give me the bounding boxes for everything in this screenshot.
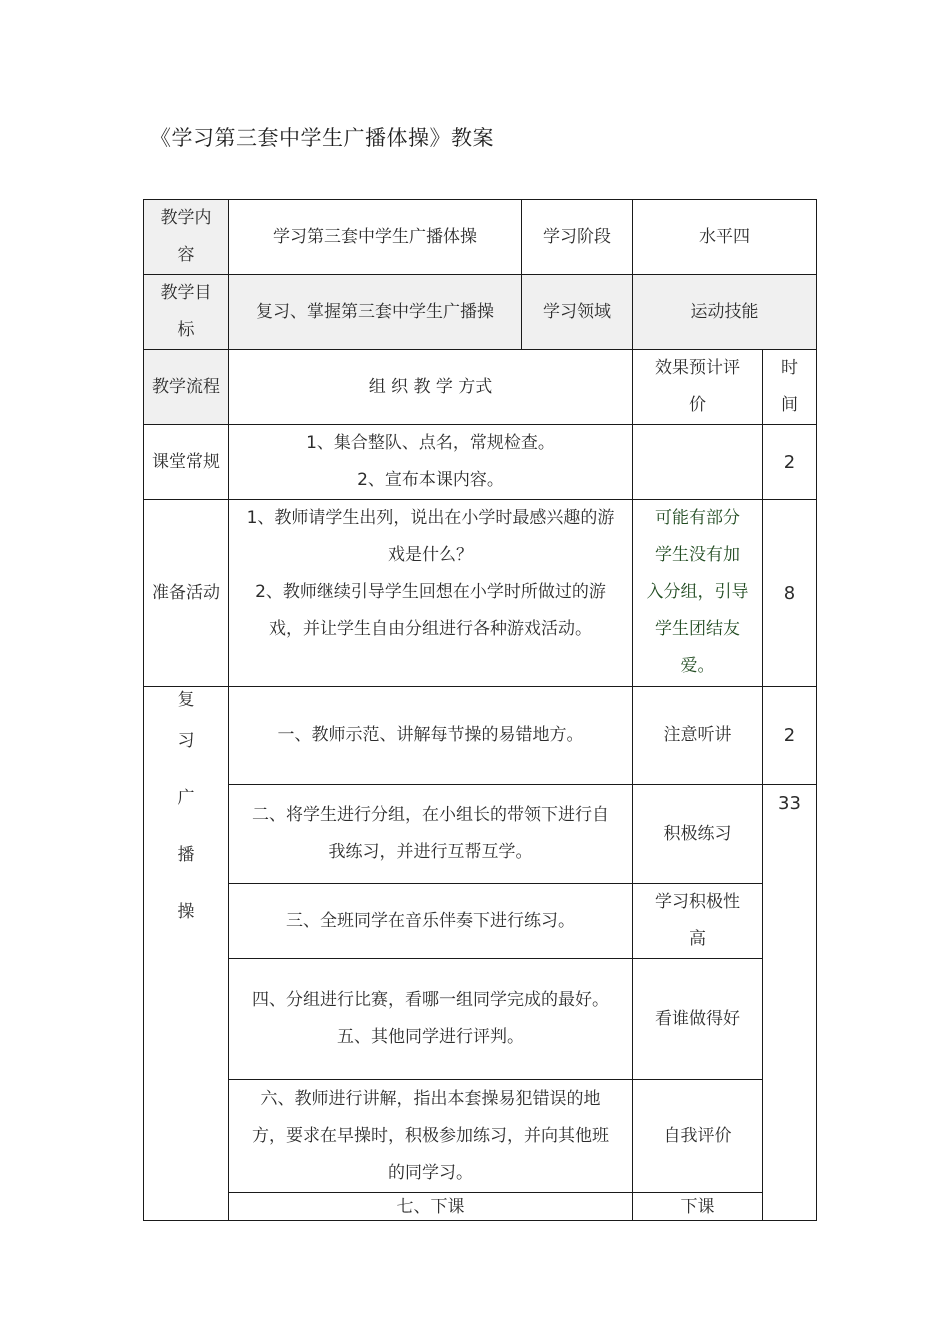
step2-effect-cell: 积极练习 [633, 785, 763, 884]
step4-line2: 五、其他同学进行评判。 [337, 1027, 524, 1047]
step7-effect-cell: 下课 [633, 1193, 763, 1221]
content-label-cell [144, 200, 229, 275]
page-title: 《学习第三套中学生广播体操》教案 [150, 126, 494, 150]
table-row [144, 884, 817, 959]
effect-header-line1: 效果预计评 [655, 358, 740, 378]
table-row [144, 425, 817, 500]
step7-cell: 七、下课 [229, 1193, 633, 1221]
prep-effect-line1: 可能有部分 [655, 508, 740, 528]
time-header-line2: 间 [781, 395, 798, 415]
step6-cell [229, 1080, 633, 1193]
prep-effect-line5: 爱。 [680, 656, 715, 676]
review-label-char: 播 [177, 845, 195, 865]
process-header-cell: 教学流程 [144, 350, 229, 425]
goal-label-cell [144, 275, 229, 350]
review-label-char: 习 [177, 731, 195, 751]
stage-label-cell: 学习阶段 [522, 200, 633, 275]
step2-time-cell: 33 [763, 785, 817, 1221]
review-label-char: 广 [177, 788, 195, 808]
effect-header-cell [633, 350, 763, 425]
content-label-line1: 教学内 [160, 208, 212, 228]
step3-cell: 三、全班同学在音乐伴奏下进行练习。 [229, 884, 633, 959]
prep-line4: 戏，并让学生自由分组进行各种游戏活动。 [269, 619, 592, 639]
prep-time-cell: 8 [763, 500, 817, 687]
review-label-char: 操 [177, 902, 195, 922]
table-row [144, 1193, 817, 1221]
prep-label-cell: 准备活动 [144, 500, 229, 687]
step4-effect-cell: 看谁做得好 [633, 959, 763, 1080]
step2-line1: 二、将学生进行分组，在小组长的带领下进行自 [252, 805, 609, 825]
step1-effect-cell: 注意听讲 [633, 687, 763, 785]
step4-cell [229, 959, 633, 1080]
prep-effect-line2: 学生没有加 [655, 545, 740, 565]
table-row [144, 687, 817, 785]
stage-value-cell: 水平四 [633, 200, 817, 275]
domain-label-cell: 学习领域 [522, 275, 633, 350]
routine-time-cell: 2 [763, 425, 817, 500]
time-header-cell [763, 350, 817, 425]
step2-cell [229, 785, 633, 884]
routine-label-cell: 课堂常规 [144, 425, 229, 500]
goal-value-cell: 复习、掌握第三套中学生广播操 [229, 275, 522, 350]
table-row [144, 1080, 817, 1193]
prep-effect-cell [633, 500, 763, 687]
step6-effect-cell: 自我评价 [633, 1080, 763, 1193]
time-header-line1: 时 [781, 358, 798, 378]
prep-effect-line3: 入分组，引导 [646, 582, 749, 602]
step4-line1: 四、分组进行比赛，看哪一组同学完成的最好。 [252, 990, 609, 1010]
step3-effect-cell [633, 884, 763, 959]
step1-cell: 一、教师示范、讲解每节操的易错地方。 [229, 687, 633, 785]
method-header-cell: 组 织 教 学 方式 [229, 350, 633, 425]
content-value-cell: 学习第三套中学生广播体操 [229, 200, 522, 275]
routine-line2: 2、宣布本课内容。 [357, 470, 504, 490]
prep-method-cell [229, 500, 633, 687]
step2-line2: 我练习，并进行互帮互学。 [328, 842, 533, 862]
review-label-char: 复 [177, 690, 195, 710]
step6-line2: 方，要求在早操时，积极参加练习，并向其他班 [252, 1125, 609, 1146]
routine-line1: 1、集合整队、点名，常规检查。 [306, 433, 555, 453]
step6-line1: 六、教师进行讲解，指出本套操易犯错误的地 [260, 1088, 601, 1109]
table-row [144, 275, 817, 350]
table-row [144, 200, 817, 275]
prep-line1: 1、教师请学生出列，说出在小学时最感兴趣的游 [246, 508, 615, 528]
review-label-cell [144, 687, 229, 1221]
content-label-line2: 容 [177, 245, 195, 265]
lesson-plan-table [143, 199, 817, 1221]
step1-time-cell: 2 [763, 687, 817, 785]
step3-effect-line2: 高 [689, 929, 706, 949]
table-row [144, 785, 817, 884]
table-row [144, 959, 817, 1080]
effect-header-line2: 价 [689, 395, 706, 415]
goal-label-line1: 教学目 [160, 283, 212, 303]
table-row [144, 500, 817, 687]
step3-effect-line1: 学习积极性 [655, 892, 740, 912]
table-row [144, 350, 817, 425]
goal-label-line2: 标 [177, 320, 195, 340]
step6-line3: 的同学习。 [388, 1162, 473, 1183]
routine-effect-cell [633, 425, 763, 500]
routine-method-cell [229, 425, 633, 500]
prep-line3: 2、教师继续引导学生回想在小学时所做过的游 [255, 582, 606, 602]
domain-value-cell: 运动技能 [633, 275, 817, 350]
prep-effect-line4: 学生团结友 [655, 619, 740, 639]
prep-line2: 戏是什么？ [388, 545, 473, 565]
